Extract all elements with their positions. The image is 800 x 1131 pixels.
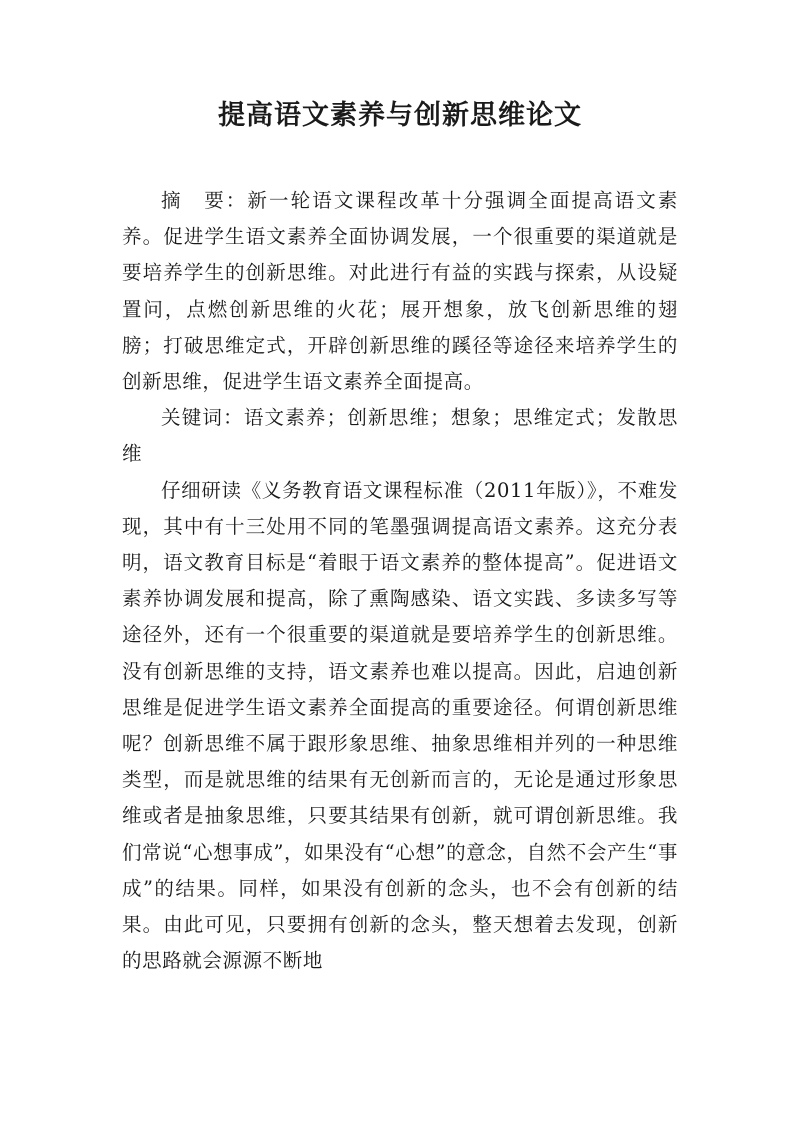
- body-paragraph: 仔细研读《义务教育语文课程标准（2011年版）》，不难发现，其中有十三处用不同的笔墨强调提高语文素养。这充分表明，语文教育目标是“着眼于语文素养的整体提高”。促进语文素养协调发展和提高，除了熏陶感染、语文实践、多读多写等途径外，还有一个很重要的渠道就是要培养学生的创新思维。没有创新思维的支持，语文素养也难以提高。因此，启迪创新思维是促进学生语文素养全面提高的重要途径。何谓创新思维呢？创新思维不属于跟形象思维、抽象思维相并列的一种思维类型，而是就思维的结果有无创新而言的，无论是通过形象思维或者是抽象思维，只要其结果有创新，就可谓创新思维。我们常说“心想事成”，如果没有“心想”的意念，自然不会产生“事成”的结果。同样，如果没有创新的念头，也不会有创新的结果。由此可见，只要拥有创新的念头，整天想着去发现，创新的思路就会源源不断地: [122, 478, 678, 973]
- document-body: [122, 183, 678, 979]
- document-title: 提高语文素养与创新思维论文: [218, 100, 582, 131]
- keywords-paragraph: 关键词：语文素养；创新思维；想象；思维定式；发散思维: [122, 406, 678, 466]
- abstract-paragraph: 摘 要：新一轮语文课程改革十分强调全面提高语文素养。促进学生语文素养全面协调发展，一个很重要的渠道就是要培养学生的创新思维。对此进行有益的实践与探索，从设疑置问，点燃创新思维的火花；展开想象，放飞创新思维的翅膀；打破思维定式，开辟创新思维的蹊径等途径来培养学生的创新思维，促进学生语文素养全面提高。: [122, 189, 678, 394]
